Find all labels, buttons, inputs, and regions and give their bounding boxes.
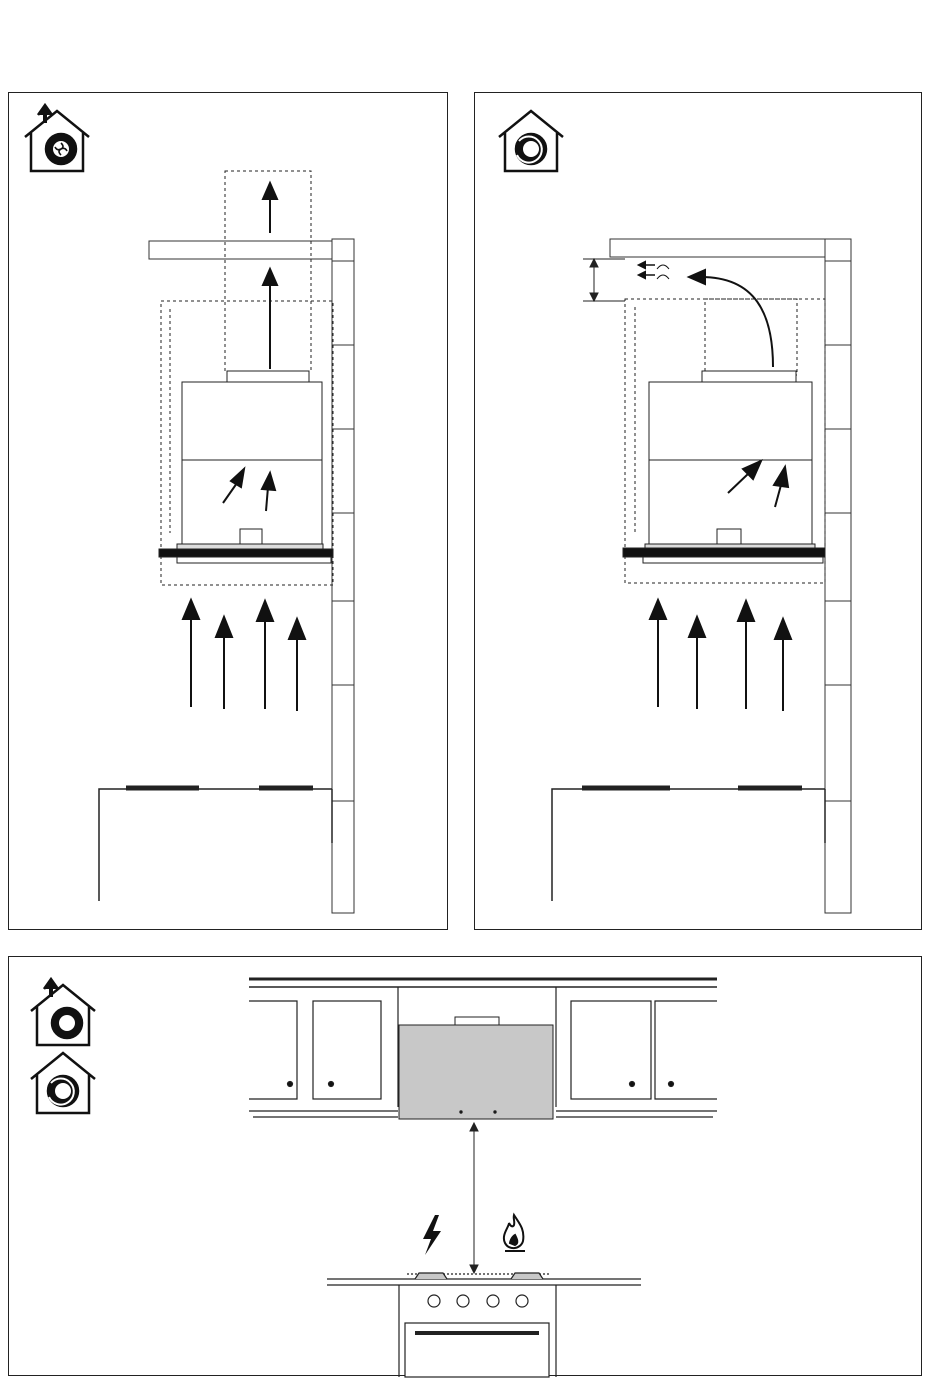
clearance-diagram <box>9 957 923 1377</box>
recirculating-diagram <box>475 93 923 931</box>
counter <box>552 788 825 901</box>
rising-air-arrows <box>183 600 305 711</box>
house-recirculating-fan-icon <box>499 111 563 171</box>
hood-unit <box>159 371 333 563</box>
recirculating-panel <box>474 92 922 930</box>
hood-unit <box>399 1017 553 1119</box>
house-recirculating-fan-icon <box>31 1053 95 1113</box>
electric-lightning-icon <box>423 1215 441 1255</box>
cooktop-range <box>327 1273 641 1377</box>
ducted-panel <box>8 92 448 930</box>
ceiling-beam <box>149 241 332 259</box>
wall <box>332 239 354 913</box>
ducted-diagram <box>9 93 449 931</box>
house-ducted-fan-icon <box>25 105 89 171</box>
house-ducted-fan-icon <box>31 979 95 1045</box>
ceiling-beam <box>610 239 826 257</box>
rising-air-arrows <box>650 600 791 711</box>
gas-flame-icon <box>504 1215 525 1251</box>
recirculation-arrows <box>639 262 773 367</box>
hood-unit <box>623 371 825 563</box>
counter <box>99 788 332 901</box>
clearance-dimension <box>583 259 625 301</box>
exhaust-arrows <box>263 183 277 369</box>
wall <box>825 239 851 913</box>
distance-dimension <box>470 1123 478 1273</box>
clearance-panel <box>8 956 922 1376</box>
